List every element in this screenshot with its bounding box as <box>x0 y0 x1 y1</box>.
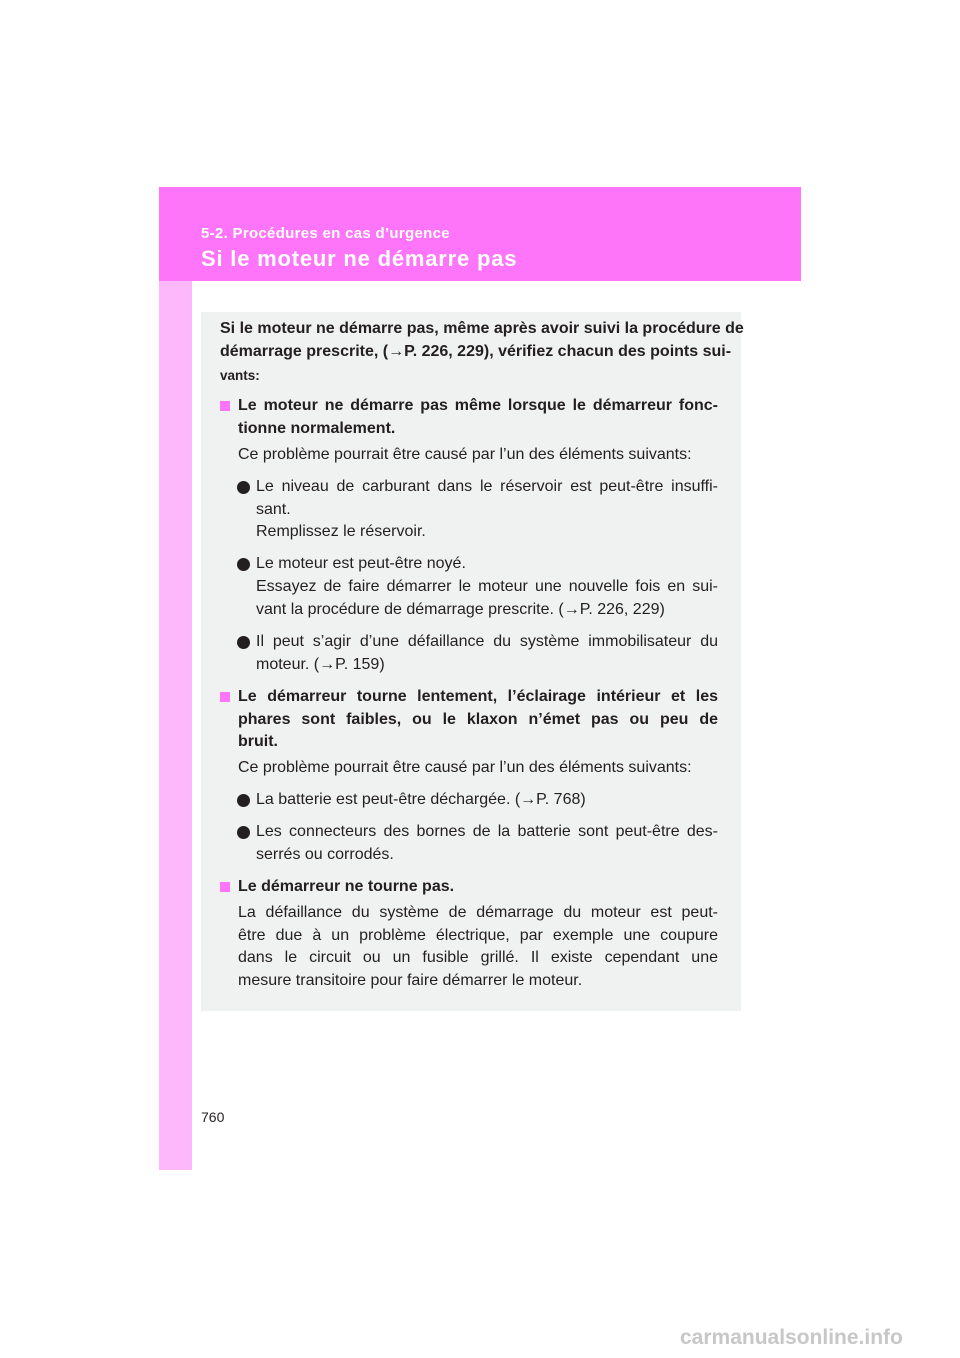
list-item-line: La batterie est peut-être déchargée. (→P. 768) <box>256 791 586 808</box>
section-heading: Le moteur ne démarre pas même lorsque le démarreur fonc- <box>238 397 718 414</box>
list-item-line: serrés ou corrodés. <box>256 846 394 863</box>
list-item-line: Essayez de faire démarrer le moteur une nouvelle fois en sui- <box>256 578 718 595</box>
intro-line: vants: <box>220 368 260 383</box>
section-lead: Ce problème pourrait être causé par l’un des éléments suivants: <box>238 446 692 463</box>
square-bullet-icon <box>220 692 230 702</box>
list-item-line: Remplissez le réservoir. <box>256 523 426 540</box>
bullet-icon <box>237 558 250 571</box>
section-heading: Le démarreur tourne lentement, l’éclairage intérieur et les <box>238 688 718 705</box>
bullet-icon <box>237 826 250 839</box>
list-item-line: sant. <box>256 501 291 518</box>
list-item-line: Il peut s’agir d’une défaillance du système immobilisateur du <box>256 633 718 650</box>
body-line: mesure transitoire pour faire démarrer le moteur. <box>238 972 583 989</box>
section-heading: bruit. <box>238 733 278 750</box>
bullet-icon <box>237 636 250 649</box>
square-bullet-icon <box>220 882 230 892</box>
page-title: Si le moteur ne démarre pas <box>201 246 518 271</box>
body-line: dans le circuit ou un fusible grillé. Il existe cependant une <box>238 949 718 966</box>
bullet-icon <box>237 794 250 807</box>
section-heading: phares sont faibles, ou le klaxon n’émet pas ou peu de <box>238 711 718 728</box>
section-lead: Ce problème pourrait être causé par l’un des éléments suivants: <box>238 759 692 776</box>
page-number: 760 <box>201 1109 225 1125</box>
list-item-line: Le niveau de carburant dans le réservoir est peut-être insuffi- <box>256 478 718 495</box>
list-item-line: Les connecteurs des bornes de la batterie sont peut-être des- <box>256 823 718 840</box>
section-heading: tionne normalement. <box>238 420 396 437</box>
body-line: être due à un problème électrique, par exemple une coupure <box>238 927 718 944</box>
section-label: 5-2. Procédures en cas d’urgence <box>201 225 450 242</box>
watermark: carmanualsonline.info <box>680 1326 903 1349</box>
section-heading: Le démarreur ne tourne pas. <box>238 878 455 895</box>
side-strip <box>159 187 192 1170</box>
list-item-line: vant la procédure de démarrage prescrite. (→P. 226, 229) <box>256 601 665 618</box>
list-item-line: Le moteur est peut-être noyé. <box>256 555 466 572</box>
bullet-icon <box>237 481 250 494</box>
list-item-line: moteur. (→P. 159) <box>256 656 385 673</box>
intro-line: Si le moteur ne démarre pas, même après avoir suivi la procédure de <box>220 320 744 337</box>
body-line: La défaillance du système de démarrage du moteur est peut- <box>238 904 718 921</box>
square-bullet-icon <box>220 401 230 411</box>
intro-line: démarrage prescrite, (→P. 226, 229), vérifiez chacun des points sui- <box>220 343 732 360</box>
